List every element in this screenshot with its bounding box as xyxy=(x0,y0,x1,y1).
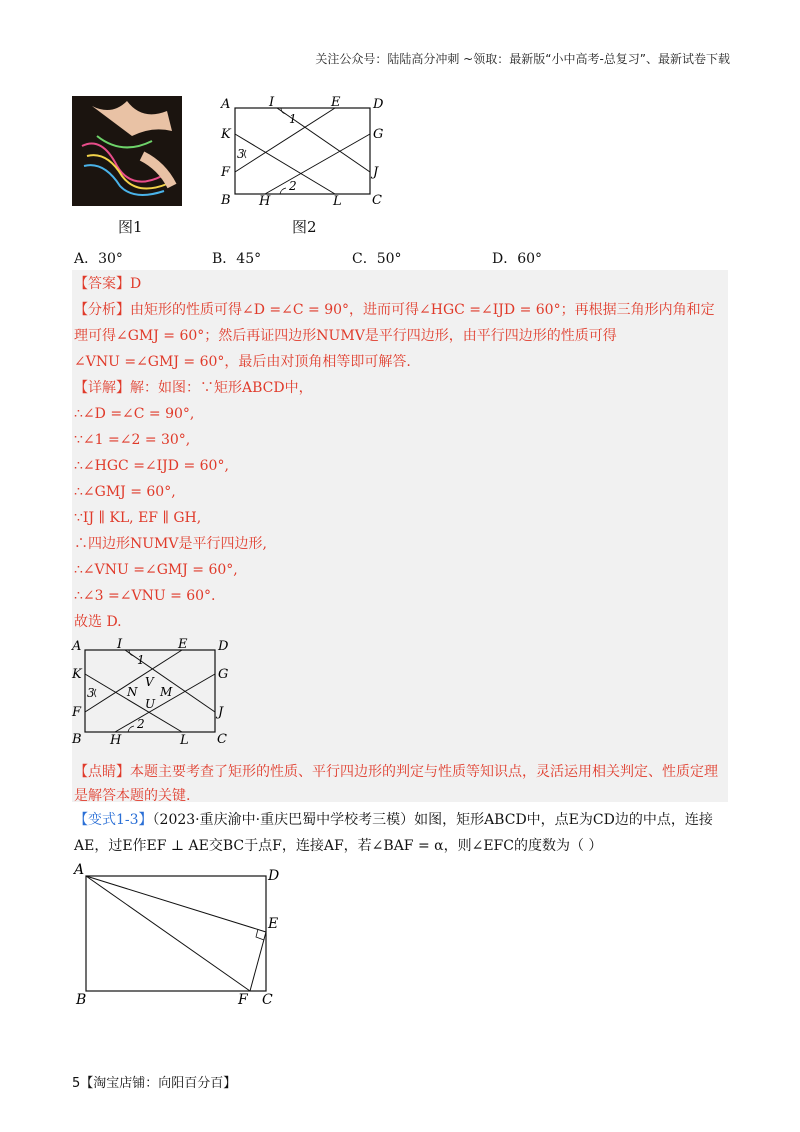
fig2-label-E: E xyxy=(331,95,341,110)
fig3-label-H: H xyxy=(110,733,122,748)
detail-line-8: ∴∠VNU =∠GMJ = 60°, xyxy=(74,562,238,578)
fig3-label-G: G xyxy=(218,667,229,682)
string-figure-photo xyxy=(72,96,182,206)
fig3-angle-2: 2 xyxy=(137,717,145,731)
fig2-label-I: I xyxy=(269,95,275,110)
comment-line-2: 是解答本题的关键. xyxy=(74,788,191,804)
fig4-label-C: C xyxy=(262,992,273,1008)
detail-line-4: ∴∠HGC =∠IJD = 60°, xyxy=(74,458,229,474)
fig4-label-A: A xyxy=(74,862,85,878)
analysis-tag: 【分析】 xyxy=(74,302,130,318)
option-a[interactable]: A．30° xyxy=(74,251,123,267)
detail-conclusion: 故选 D. xyxy=(74,614,122,630)
detail-line-5: ∴∠GMJ = 60°, xyxy=(74,484,176,500)
fig3-label-D: D xyxy=(218,639,229,654)
detail-line-3: ∵∠1 =∠2 = 30°, xyxy=(74,432,191,448)
comment-text-1: 本题主要考查了矩形的性质、平行四边形的判定与性质等知识点，灵活运用相关判定、性质定理 xyxy=(130,764,718,780)
fig3-label-N: N xyxy=(127,685,138,699)
comment-line-1 xyxy=(74,762,718,782)
fig3-label-A: A xyxy=(72,639,82,654)
option-c[interactable]: C．50° xyxy=(352,251,402,267)
fig3-label-B: B xyxy=(72,732,82,747)
fig3-label-C: C xyxy=(217,732,227,747)
figure2-caption: 图2 xyxy=(292,218,317,236)
detail-tag: 【详解】 xyxy=(74,380,130,396)
fig2-angle-1: 1 xyxy=(289,112,297,126)
fig2-label-D: D xyxy=(373,97,384,112)
fig2-label-A: A xyxy=(221,97,231,112)
fig3-label-U: U xyxy=(145,697,156,711)
fig2-label-J: J xyxy=(373,165,379,180)
page-footer: 5【淘宝店铺：向阳百分百】 xyxy=(72,1076,237,1091)
string-figure-image xyxy=(72,96,182,206)
detail-line-2: ∴∠D =∠C = 90°, xyxy=(74,406,195,422)
fig2-label-G: G xyxy=(373,127,384,142)
variant-text-1: （2023·重庆渝中·重庆巴蜀中学校考三模）如图，矩形ABCD中，点E为CD边的中点，连接 xyxy=(152,812,713,828)
detail-line-1 xyxy=(74,378,313,398)
fig4-label-B: B xyxy=(76,992,87,1008)
option-b[interactable]: B．45° xyxy=(212,251,262,267)
figure1-caption: 图1 xyxy=(118,218,143,236)
fig2-label-H: H xyxy=(259,194,271,209)
fig4-label-F: F xyxy=(238,992,248,1008)
detail-line-7: ∴四边形NUMV是平行四边形, xyxy=(74,536,267,552)
fig2-label-C: C xyxy=(372,193,382,208)
fig2-label-B: B xyxy=(221,193,231,208)
fig3-angle-3: 3 xyxy=(87,686,95,700)
fig3-label-E: E xyxy=(178,637,188,652)
figure4-diagram xyxy=(70,860,290,1010)
fig3-label-J: J xyxy=(218,705,224,720)
figure2-diagram xyxy=(215,92,395,212)
fig3-label-F: F xyxy=(72,705,82,720)
fig2-angle-2: 2 xyxy=(289,179,297,193)
analysis-line-3: ∠VNU =∠GMJ = 60°，最后由对顶角相等即可解答. xyxy=(74,354,411,370)
analysis-text-1: 由矩形的性质可得∠D =∠C = 90°，进而可得∠HGC =∠IJD = 60°；再根据三角形内角和定 xyxy=(130,302,715,318)
answer-value: D xyxy=(130,276,142,292)
analysis-line-2: 理可得∠GMJ = 60°；然后再证四边形NUMV是平行四边形，由平行四边形的性质可得 xyxy=(74,328,617,344)
fig3-label-M: M xyxy=(160,685,173,699)
answer-line xyxy=(74,274,141,294)
detail-line-9: ∴∠3 =∠VNU = 60°. xyxy=(74,588,216,604)
fig2-angle-3: 3 xyxy=(237,147,245,161)
fig3-angle-1: 1 xyxy=(137,653,145,667)
variant-tag: 【变式1-3】 xyxy=(74,812,153,828)
figure3-diagram xyxy=(70,636,240,748)
page-header: 关注公众号：陆陆高分冲刺 ~领取：最新版“小中高考-总复习”、最新试卷下载 xyxy=(315,52,730,66)
variant-line-2: AE，过E作EF ⊥ AE交BC于点F，连接AF，若∠BAF = α，则∠EFC的度数为（ ） xyxy=(74,838,603,854)
fig3-label-I: I xyxy=(117,637,123,652)
analysis-line-1 xyxy=(74,300,715,320)
fig4-label-D: D xyxy=(268,868,280,884)
detail-text-1: 解：如图：∵矩形ABCD中， xyxy=(130,380,313,396)
comment-tag: 【点睛】 xyxy=(74,764,130,780)
fig4-label-E: E xyxy=(268,916,279,932)
fig2-label-L: L xyxy=(333,194,342,209)
fig3-label-L: L xyxy=(180,733,189,748)
detail-line-6: ∵IJ ∥ KL, EF ∥ GH, xyxy=(74,510,202,526)
fig2-label-K: K xyxy=(221,127,231,142)
fig3-label-K: K xyxy=(72,667,82,682)
fig3-label-V: V xyxy=(145,675,154,689)
variant-line-1 xyxy=(74,810,713,830)
option-d[interactable]: D．60° xyxy=(492,251,543,267)
answer-tag: 【答案】 xyxy=(74,276,130,292)
fig2-label-F: F xyxy=(221,165,231,180)
